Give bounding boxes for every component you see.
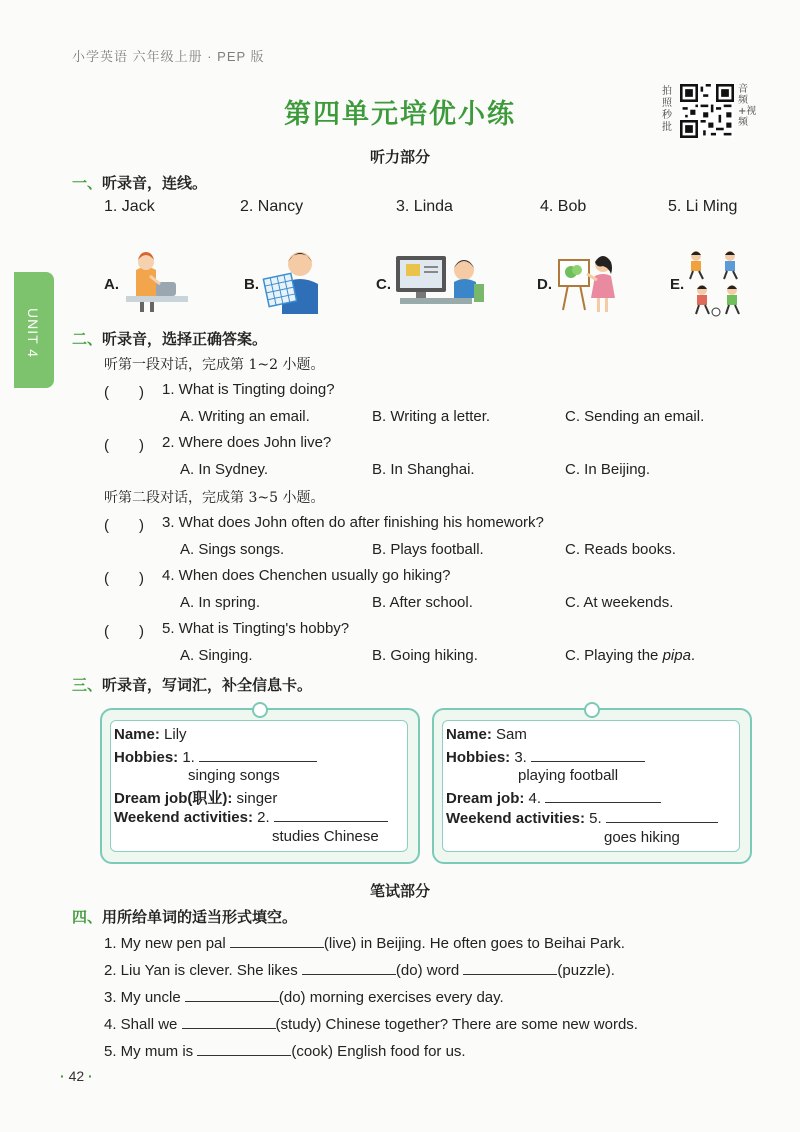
fill-item-2-post: (puzzle). <box>557 962 615 979</box>
fill-blank-3[interactable] <box>185 987 279 1002</box>
card1-name-value: Lily <box>164 726 187 743</box>
q4-option-b[interactable]: B. After school. <box>372 594 473 611</box>
answer-paren-5[interactable]: ( ) <box>104 623 144 640</box>
football-kids-picture-icon <box>682 248 748 318</box>
card2-weekend-num: 5. <box>589 810 602 827</box>
unit-tab-label: UNIT 4 <box>25 308 41 359</box>
fill-item-4-post: (study) Chinese together? There are some new words. <box>275 1016 638 1033</box>
qr-left-text: 拍照秒批 <box>662 86 672 133</box>
card1-hobbies-num: 1. <box>182 749 195 766</box>
puzzle-boy-picture-icon <box>260 248 326 314</box>
card2-weekend-row <box>446 808 718 827</box>
page-number-value: 42 <box>68 1068 85 1084</box>
fill-item-5-post: (cook) English food for us. <box>291 1043 466 1060</box>
match-name-2[interactable]: 2. Nancy <box>240 198 304 215</box>
qr-right-text: 音频+视频 <box>738 84 757 128</box>
fill-blank-2a[interactable] <box>302 960 396 975</box>
match-name-5[interactable]: 5. Li Ming <box>668 198 738 215</box>
q2-option-c[interactable]: C. In Beijing. <box>565 461 651 478</box>
card2-weekend-label: Weekend activities: <box>446 810 585 827</box>
question-1: 1. What is Tingting doing? <box>162 381 335 398</box>
fill-item-1 <box>104 933 625 952</box>
part2-note-1: 听第一段对话，完成第 1~2 小题。 <box>104 357 325 373</box>
fill-item-4-pre: 4. Shall we <box>104 1016 182 1033</box>
question-4: 4. When does Chenchen usually go hiking? <box>162 567 451 584</box>
q5-option-c-em: pipa <box>662 647 691 664</box>
card1-weekend-blank[interactable] <box>274 807 388 822</box>
fill-item-3-post: (do) morning exercises every day. <box>278 989 504 1006</box>
fill-item-3-pre: 3. My uncle <box>104 989 185 1006</box>
fill-item-5-pre: 5. My mum is <box>104 1043 198 1060</box>
card2-hobbies-label: Hobbies: <box>446 749 511 766</box>
qr-code-icon[interactable] <box>680 84 734 138</box>
card1-name-row <box>114 726 187 743</box>
fill-blank-1[interactable] <box>230 933 324 948</box>
card2-name-value: Sam <box>496 726 527 743</box>
answer-paren-3[interactable]: ( ) <box>104 517 144 534</box>
part2-note-2: 听第二段对话，完成第 3~5 小题。 <box>104 490 325 506</box>
q4-option-a[interactable]: A. In spring. <box>180 594 261 611</box>
part1-number: 一、 <box>72 174 103 192</box>
q4-option-c[interactable]: C. At weekends. <box>565 594 674 611</box>
q3-option-c[interactable]: C. Reads books. <box>565 541 676 558</box>
card2-job-blank[interactable] <box>545 788 661 803</box>
part3-title: 听录音，写词汇，补全信息卡。 <box>102 676 313 694</box>
card1-job-row <box>114 787 277 808</box>
qr-block[interactable] <box>662 82 757 140</box>
question-5: 5. What is Tingting's hobby? <box>162 620 350 637</box>
card2-weekend-value: goes hiking <box>604 829 680 846</box>
fill-item-3 <box>104 987 504 1006</box>
match-name-4[interactable]: 4. Bob <box>540 198 587 215</box>
q1-option-a[interactable]: A. Writing an email. <box>180 408 310 425</box>
q2-option-b[interactable]: B. In Shanghai. <box>372 461 475 478</box>
card1-hobbies-label: Hobbies: <box>114 749 179 766</box>
match-option-d[interactable]: D. <box>537 276 552 293</box>
q3-option-b[interactable]: B. Plays football. <box>372 541 484 558</box>
answer-paren-4[interactable]: ( ) <box>104 570 144 587</box>
card1-weekend-label: Weekend activities: <box>114 809 253 826</box>
q5-option-c[interactable] <box>565 647 695 664</box>
card1-hobbies-row <box>114 747 317 766</box>
card2-name-label: Name: <box>446 726 492 743</box>
fill-item-4 <box>104 1014 638 1033</box>
fill-item-1-pre: 1. My new pen pal <box>104 935 230 952</box>
match-option-b[interactable]: B. <box>244 276 259 293</box>
card2-hobbies-row <box>446 747 645 766</box>
part2-title: 听录音，选择正确答案。 <box>102 330 268 348</box>
fill-blank-4[interactable] <box>182 1014 276 1029</box>
part1-title: 听录音，连线。 <box>102 174 208 192</box>
match-option-e[interactable]: E. <box>670 276 685 293</box>
running-head: 小学英语 六年级上册 · PEP 版 <box>72 49 265 64</box>
q5-option-c-suffix: . <box>690 647 696 664</box>
match-option-a[interactable]: A. <box>104 276 119 293</box>
page-title: 第四单元培优小练 <box>284 99 516 130</box>
card2-hobbies-num: 3. <box>514 749 527 766</box>
card1-weekend-num: 2. <box>257 809 270 826</box>
match-name-1[interactable]: 1. Jack <box>104 198 155 215</box>
cooking-picture-icon <box>120 250 194 314</box>
card2-weekend-blank[interactable] <box>606 808 718 823</box>
q3-option-a[interactable]: A. Sings songs. <box>180 541 285 558</box>
card1-hobbies-value: singing songs <box>188 767 280 784</box>
part3-number: 三、 <box>72 676 103 694</box>
written-section-header: 笔试部分 <box>369 882 430 900</box>
question-3: 3. What does John often do after finishing his homework? <box>162 514 544 531</box>
fill-item-1-post: (live) in Beijing. He often goes to Beihai Park. <box>323 935 625 952</box>
card2-hobbies-value: playing football <box>518 767 619 784</box>
q5-option-b[interactable]: B. Going hiking. <box>372 647 478 664</box>
card2-job-row <box>446 788 661 807</box>
card2-job-num: 4. <box>528 790 542 807</box>
card1-name-label: Name: <box>114 726 160 743</box>
answer-paren-1[interactable]: ( ) <box>104 384 144 401</box>
card1-job-value: singer <box>236 790 278 807</box>
fill-item-2-mid: (do) word <box>395 962 464 979</box>
q1-option-b[interactable]: B. Writing a letter. <box>372 408 491 425</box>
fill-blank-2b[interactable] <box>463 960 557 975</box>
computer-boy-picture-icon <box>394 252 486 312</box>
card1-hobbies-blank[interactable] <box>199 747 317 762</box>
card-hole-icon <box>584 702 600 718</box>
q1-option-c[interactable]: C. Sending an email. <box>565 408 705 425</box>
answer-paren-2[interactable]: ( ) <box>104 437 144 454</box>
card1-weekend-row <box>114 807 388 826</box>
part2-heading <box>72 328 267 349</box>
listening-section-header: 听力部分 <box>369 148 430 166</box>
match-option-c[interactable]: C. <box>376 276 391 293</box>
part2-number: 二、 <box>72 330 103 348</box>
page-number: · 42 · <box>60 1068 93 1084</box>
part4-title: 用所给单词的适当形式填空。 <box>102 908 298 926</box>
match-name-3[interactable]: 3. Linda <box>396 198 453 215</box>
fill-item-5 <box>104 1041 466 1060</box>
q5-option-c-prefix: C. Playing the <box>565 647 663 664</box>
unit-side-tab <box>14 272 54 388</box>
question-2: 2. Where does John live? <box>162 434 332 451</box>
part4-number: 四、 <box>72 908 103 926</box>
info-card-lily <box>100 708 420 864</box>
info-card-sam <box>432 708 752 864</box>
q2-option-a[interactable]: A. In Sydney. <box>180 461 269 478</box>
part4-heading <box>72 906 297 927</box>
fill-item-2 <box>104 960 615 979</box>
card1-weekend-value: studies Chinese <box>272 828 379 845</box>
q5-option-a[interactable]: A. Singing. <box>180 647 253 664</box>
part3-heading <box>72 674 312 695</box>
fill-item-2-pre: 2. Liu Yan is clever. She likes <box>104 962 302 979</box>
part1-heading <box>72 172 207 193</box>
card-hole-icon <box>252 702 268 718</box>
card1-job-label: Dream job(职业): <box>114 790 233 807</box>
card2-name-row <box>446 726 527 743</box>
card2-job-label: Dream job: <box>446 790 525 807</box>
fill-blank-5[interactable] <box>197 1041 291 1056</box>
painting-girl-picture-icon <box>555 250 621 314</box>
card2-hobbies-blank[interactable] <box>531 747 645 762</box>
